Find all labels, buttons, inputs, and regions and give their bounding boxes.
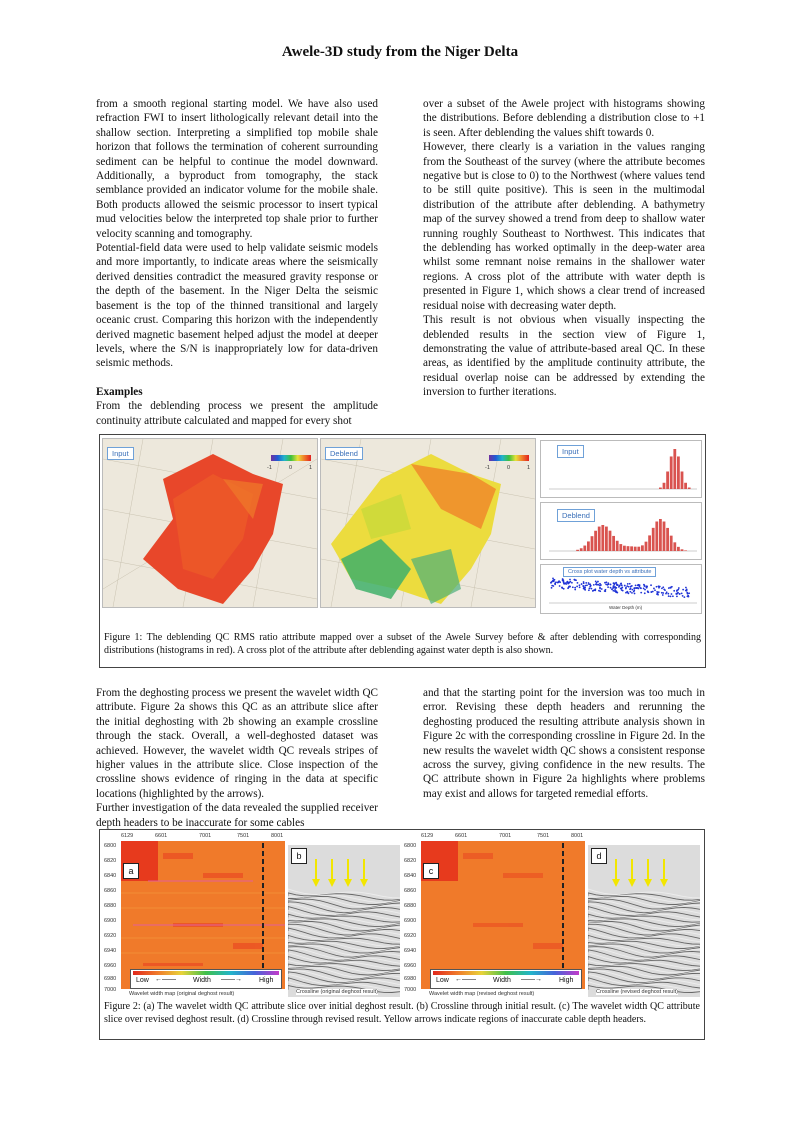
scatter-point [676, 595, 678, 597]
scatter-point [589, 586, 591, 588]
scatter-point [576, 586, 578, 588]
scatter-point [628, 592, 630, 594]
scatter-point [597, 581, 599, 583]
histogram-bar [663, 483, 666, 489]
scatter-point [599, 585, 601, 587]
histogram-bar [681, 549, 684, 551]
x-tick: 7001 [199, 833, 212, 839]
scatter-point [615, 582, 617, 584]
scatter-point [599, 588, 601, 590]
scatter-point [640, 587, 642, 589]
histogram-bar [645, 542, 648, 551]
scatter-point [656, 593, 658, 595]
scatter-point [625, 588, 627, 590]
scatter-point [552, 577, 554, 579]
scatter-point [577, 582, 579, 584]
x-tick: 6601 [155, 833, 168, 839]
crossplot-xlabel: Water Depth (m) [609, 605, 643, 610]
scatter-point [607, 586, 609, 588]
histogram-bar [580, 548, 583, 551]
legend-low: Low [436, 977, 449, 984]
scatter-point [629, 591, 631, 593]
scatter-point [688, 592, 690, 594]
scatter-point [553, 579, 555, 581]
paragraph: from a smooth regional starting model. We have also used refraction FWI to insert lithologically relevant detail into the shallow section. Interpreting a simplified top mobile shale horizon that follows the termination of coherent surrounding sediment can be helpful to continue the model downward. Additionally, a byproduct from tomography, the stack semblance provided an indicator volume for the mobile shale. Both products allowed the seismic processor to insert typical mud velocities below the interpreted top shale prior to further velocity scanning and tomography. [96, 98, 378, 240]
y-tick: 6940 [404, 948, 417, 954]
scatter-point [637, 588, 639, 590]
scatter-point [662, 594, 664, 596]
scatter-point [661, 592, 663, 594]
figure-1 [99, 434, 706, 668]
paragraph: and that the starting point for the inversion was too much in error. Revising these depth headers and rerunning the deghosting produced the resulting attribute analysis shown in Figure 2c with the corresponding crossline in Figure 2d. In the new results the wavelet width QC shows a consistent response across the survey, giving confidence in the new results. The QC attribute shown in Figure 2a highlights where problems may exist and allows for targeted remedial efforts. [423, 687, 705, 800]
scatter-point [667, 593, 669, 595]
y-tick: 6860 [404, 888, 417, 894]
scatter-point [670, 595, 672, 597]
scatter-point [615, 587, 617, 589]
histogram-bar [659, 488, 662, 489]
scatter-point [687, 593, 689, 595]
scatter-point [629, 588, 631, 590]
legend-high: High [259, 977, 274, 984]
scatter-point [624, 585, 626, 587]
scatter-point [605, 589, 607, 591]
right-column-bottom [423, 686, 705, 801]
paragraph: This result is not obvious when visually inspecting the deblended results in the section view of Figure 1, demonstrating the value of attribute-based areal QC. In these areas, as identified by the amplitude continuity attribute, the residual overlap noise can be addressed by extending the inversion to further iterations. [423, 314, 705, 399]
scatter-point [584, 589, 586, 591]
y-tick: 6900 [404, 918, 417, 924]
paragraph: From the deblending process we present the amplitude continuity attribute calculated and mapped for every shot [96, 400, 378, 427]
scatter-point [635, 584, 637, 586]
histogram-bar [634, 547, 637, 551]
scale-max-label: 1 [309, 465, 313, 471]
section-heading-examples: Examples [96, 385, 143, 398]
scatter-point [670, 586, 672, 588]
histogram-bar [666, 528, 669, 551]
histogram-bar [641, 545, 644, 551]
scatter-point [574, 587, 576, 589]
scatter-point [658, 587, 660, 589]
legend-width: Width [193, 977, 211, 984]
width-legend [130, 969, 282, 989]
scatter-point [584, 587, 586, 589]
scatter-point [637, 584, 639, 586]
scatter-point [631, 589, 633, 591]
scale-mid-label: 0 [507, 465, 511, 471]
histogram-bar [612, 536, 615, 551]
panel-letter-c: c [423, 863, 439, 879]
scatter-point [601, 588, 603, 590]
histogram-bar [594, 531, 597, 551]
scatter-point [554, 583, 556, 585]
x-tick: 6601 [455, 833, 468, 839]
panel-letter-d: d [591, 848, 607, 864]
scatter-point [563, 583, 565, 585]
crossplot-label: Cross plot water depth vs attribute [563, 567, 656, 577]
scatter-point [663, 588, 665, 590]
map-deblend-svg [321, 439, 535, 607]
y-tick: 6940 [104, 948, 117, 954]
histogram-input-label: Input [557, 445, 584, 458]
map-a-caption: Wavelet width map (original deghost result) [129, 991, 235, 997]
scatter-point [643, 588, 645, 590]
histogram-bar [673, 542, 676, 551]
figure-2 [99, 829, 705, 1040]
scatter-point [627, 583, 629, 585]
histogram-bar [616, 541, 619, 551]
scatter-point [619, 585, 621, 587]
scatter-point [652, 591, 654, 593]
scatter-point [634, 588, 636, 590]
scatter-point [574, 589, 576, 591]
scatter-point [585, 582, 587, 584]
scatter-point [569, 582, 571, 584]
scatter-point [604, 582, 606, 584]
map-c-caption: Wavelet width map (revised deghost result) [429, 991, 535, 997]
histogram-bar [670, 536, 673, 551]
scatter-point [551, 587, 553, 589]
scatter-point [592, 590, 594, 592]
scatter-point [626, 585, 628, 587]
scatter-point [630, 586, 632, 588]
histogram-bar [598, 527, 601, 551]
width-legend [430, 969, 582, 989]
right-column-top [423, 97, 705, 400]
scatter-point [654, 589, 656, 591]
scatter-point [586, 584, 588, 586]
histogram-bar [605, 527, 608, 551]
scatter-point [579, 584, 581, 586]
scatter-point [643, 584, 645, 586]
scatter-point [588, 587, 590, 589]
scatter-point [683, 596, 685, 598]
scatter-point [682, 589, 684, 591]
x-tick: 6129 [121, 833, 134, 839]
scatter-point [616, 584, 618, 586]
scatter-point [644, 592, 646, 594]
x-tick: 8001 [271, 833, 284, 839]
width-colorbar [133, 971, 279, 975]
scatter-point [622, 590, 624, 592]
scatter-point [646, 587, 648, 589]
scatter-point [610, 584, 612, 586]
scatter-point [613, 587, 615, 589]
panel-letter-a: a [123, 863, 139, 879]
crossline-original-svg [288, 845, 400, 997]
scatter-point [615, 590, 617, 592]
histogram-bar [655, 521, 658, 551]
histogram-bar [688, 488, 691, 489]
scatter-point [629, 583, 631, 585]
scatter-point [661, 587, 663, 589]
scatter-point [656, 586, 658, 588]
scatter-point [647, 591, 649, 593]
colorbar [489, 455, 529, 461]
histogram-input-panel [540, 440, 702, 498]
scatter-point [673, 590, 675, 592]
scatter-point [605, 583, 607, 585]
scale-min-label: -1 [267, 465, 272, 471]
scatter-point [671, 593, 673, 595]
y-tick: 7000 [104, 987, 117, 993]
scatter-point [681, 592, 683, 594]
histogram-bar [587, 541, 590, 551]
map-input-svg [103, 439, 317, 607]
scatter-point [640, 592, 642, 594]
arrow-right-icon: ——→ [221, 976, 242, 983]
scatter-point [558, 580, 560, 582]
scatter-point [650, 584, 652, 586]
scatter-point [620, 583, 622, 585]
histogram-bar [681, 471, 684, 489]
scatter-point [579, 586, 581, 588]
scatter-point [552, 585, 554, 587]
histogram-bar [659, 519, 662, 551]
paragraph: Further investigation of the data revealed the supplied receiver depth headers to be inaccurate for some cables [96, 802, 378, 829]
scatter-point [590, 588, 592, 590]
left-column-bottom [96, 686, 378, 830]
scatter-point [635, 587, 637, 589]
scatter-point [593, 584, 595, 586]
scatter-point [571, 582, 573, 584]
scatter-point [559, 585, 561, 587]
y-tick: 7000 [404, 987, 417, 993]
scale-max-label: 1 [527, 465, 531, 471]
scatter-point [574, 579, 576, 581]
scatter-point [562, 579, 564, 581]
y-tick: 6820 [404, 858, 417, 864]
crossline-revised-panel [588, 845, 700, 997]
left-column-top [96, 97, 378, 428]
crossline-original-panel [288, 845, 400, 997]
scatter-point [581, 583, 583, 585]
y-tick: 6840 [104, 873, 117, 879]
histogram-deblend-panel [540, 502, 702, 560]
y-tick: 6800 [404, 843, 417, 849]
scatter-point [569, 586, 571, 588]
scatter-point [588, 589, 590, 591]
y-tick: 6820 [104, 858, 117, 864]
scatter-point [612, 590, 614, 592]
scatter-point [561, 587, 563, 589]
legend-width: Width [493, 977, 511, 984]
figure-1-caption: Figure 1: The deblending QC RMS ratio attribute mapped over a subset of the Awele Survey before & after deblending with corresponding distributions (histograms in red). A cross plot of the attribute after deblending against water depth is also shown. [104, 632, 701, 656]
y-tick: 6980 [104, 976, 117, 982]
histogram-bar [677, 456, 680, 489]
scatter-point [668, 595, 670, 597]
scatter-point [585, 585, 587, 587]
histogram-deblend-label: Deblend [557, 509, 595, 522]
scatter-point [625, 592, 627, 594]
crossline-b-caption: Crossline (original deghost result) [296, 989, 378, 995]
width-colorbar [433, 971, 579, 975]
scatter-point [565, 583, 567, 585]
scatter-point [639, 586, 641, 588]
histogram-bar [637, 547, 640, 551]
histogram-bar [673, 449, 676, 489]
histogram-bar [601, 525, 604, 551]
histogram-bar [583, 546, 586, 551]
wavelet-map-original-panel [103, 833, 286, 998]
histogram-bar [648, 535, 651, 551]
histogram-bar [666, 471, 669, 489]
scatter-point [653, 588, 655, 590]
y-tick: 6860 [104, 888, 117, 894]
scatter-point [634, 593, 636, 595]
scatter-point [550, 582, 552, 584]
scatter-point [583, 581, 585, 583]
scatter-point [685, 587, 687, 589]
scatter-point [688, 596, 690, 598]
histogram-bar [630, 546, 633, 551]
scatter-point [650, 591, 652, 593]
histogram-bar [576, 550, 579, 551]
y-tick: 6960 [104, 963, 117, 969]
scatter-point [679, 593, 681, 595]
scatter-point [633, 591, 635, 593]
scatter-point [567, 587, 569, 589]
scatter-point [644, 589, 646, 591]
crossline-d-caption: Crossline (revised deghost result) [596, 989, 678, 995]
scale-min-label: -1 [485, 465, 490, 471]
histogram-bar [623, 546, 626, 551]
wavelet-map-revised-panel [403, 833, 586, 998]
scatter-point [563, 588, 565, 590]
scatter-point [672, 595, 674, 597]
scatter-point [665, 593, 667, 595]
scatter-point [610, 587, 612, 589]
map-input-label: Input [107, 447, 134, 460]
paragraph: over a subset of the Awele project with histograms showing the distributions. Before deblending a distribution close to +1 is seen. After deblending the values shift towards 0. [423, 98, 705, 139]
scatter-point [631, 592, 633, 594]
scatter-point [572, 586, 574, 588]
x-tick: 8001 [571, 833, 584, 839]
scatter-point [569, 579, 571, 581]
scatter-point [621, 587, 623, 589]
paragraph: However, there clearly is a variation in the values ranging from the Southeast of the survey (where the attribute becomes negative but is close to 0) to the Northwest (where values tend to be still quite positive). This is seen in the multimodal distribution of the attribute after deblending. A bathymetry map of the survey showed a trend from deep to shallow water running roughly Southeast to Northwest. This indicates that the deblending has worked optimally in the deep-water area whilst some remnant noise remains in the shallower water regions. A cross plot of the attribute with water depth is presented in Figure 1, which shows a clear trend of increased residual noise with decreasing water depth. [423, 141, 705, 312]
crossplot-panel [540, 564, 702, 614]
y-tick: 6920 [104, 933, 117, 939]
y-tick: 6900 [104, 918, 117, 924]
histogram-bar [684, 483, 687, 489]
arrow-left-icon: ←—— [155, 976, 176, 983]
histogram-bar [609, 531, 612, 551]
x-tick: 7001 [499, 833, 512, 839]
scatter-point [611, 588, 613, 590]
histogram-bar [627, 546, 630, 551]
scatter-point [595, 583, 597, 585]
histogram-bar [652, 528, 655, 551]
scatter-point [676, 589, 678, 591]
y-tick: 6980 [404, 976, 417, 982]
paragraph: From the deghosting process we present the wavelet width QC attribute. Figure 2a shows this QC as an attribute slice after the initial deghosting with 2b showing an example crossline through the stack. Overall, a well-deghosted dataset was achieved. However, the wavelet width QC reveals stripes of higher values in the attribute slice. Close inspection of the crossline shows evidence of ringing in the data at specific locations (highlighted by the arrows). [96, 687, 378, 800]
y-tick: 6880 [104, 903, 117, 909]
scatter-point [621, 584, 623, 586]
panel-letter-b: b [291, 848, 307, 864]
x-tick: 7501 [237, 833, 250, 839]
page-title: Awele-3D study from the Niger Delta [281, 44, 519, 60]
y-tick: 6960 [404, 963, 417, 969]
colorbar [271, 455, 311, 461]
scatter-point [668, 587, 670, 589]
paragraph: Potential-field data were used to help validate seismic models and more importantly, to indicate areas where the seismically derived densities contradict the measured gravity response or the depth of the basement. In the Niger Delta the seismic basement is the top of the thinned transitional and largely oceanic crust. Comparing this horizon with the independently derived magnetic basement helped adjust the model at deeper levels, where the S/N is inappropriately low for data-driven seismic methods. [96, 242, 378, 370]
figure-2-caption: Figure 2: (a) The wavelet width QC attribute slice over initial deghost result. (b) Crossline through initial result. (c) The wavelet width QC attribute slice over revised deghost result. (d) Crossline through revised result. Yellow arrows indicate regions of inaccurate cable depth headers. [104, 1001, 700, 1025]
y-tick: 6840 [404, 873, 417, 879]
arrow-left-icon: ←—— [455, 976, 476, 983]
scale-mid-label: 0 [289, 465, 293, 471]
map-deblend-panel [320, 438, 536, 608]
scatter-point [675, 593, 677, 595]
scatter-point [682, 595, 684, 597]
y-tick: 6880 [404, 903, 417, 909]
legend-low: Low [136, 977, 149, 984]
y-tick: 6920 [404, 933, 417, 939]
x-tick: 6129 [421, 833, 434, 839]
y-tick: 6800 [104, 843, 117, 849]
arrow-right-icon: ——→ [521, 976, 542, 983]
scatter-point [613, 585, 615, 587]
scatter-point [597, 584, 599, 586]
scatter-point [594, 589, 596, 591]
histogram-bar [591, 536, 594, 551]
scatter-point [599, 590, 601, 592]
scatter-point [678, 587, 680, 589]
scatter-point [589, 583, 591, 585]
histogram-bar [684, 550, 687, 551]
crossline-revised-svg [588, 845, 700, 997]
map-input-panel [102, 438, 318, 608]
scatter-point [582, 585, 584, 587]
x-tick: 7501 [537, 833, 550, 839]
scatter-point [613, 582, 615, 584]
scatter-point [685, 590, 687, 592]
histogram-bar [670, 456, 673, 489]
histogram-bar [619, 544, 622, 551]
scatter-point [599, 583, 601, 585]
histogram-bar [677, 547, 680, 551]
legend-high: High [559, 977, 574, 984]
histogram-bar [663, 522, 666, 551]
map-deblend-label: Deblend [325, 447, 363, 460]
